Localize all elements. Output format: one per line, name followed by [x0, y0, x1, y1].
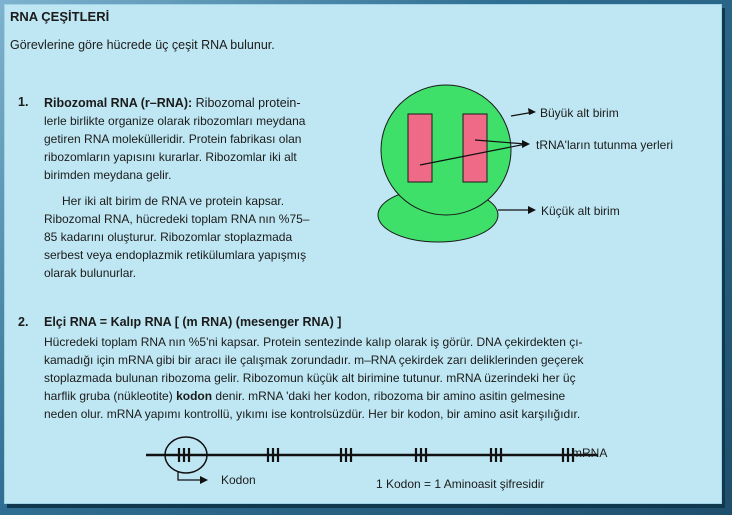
section1-line: 85 kadarını oluşturur. Ribozomlar stoplazmada — [44, 230, 293, 244]
label-trna-sites: tRNA'ların tutunma yerleri — [536, 138, 674, 152]
label-kodon: Kodon — [221, 473, 256, 487]
section2-line: kamadığı için mRNA gibi bir aracı ile çalışmak zorundadır. m–RNA çekirdek zarı deliklerinden geçerek — [44, 353, 584, 367]
section2-paragraph — [44, 333, 584, 423]
section1-line: lerle birlikte organize olarak ribozomları meydana — [44, 114, 306, 128]
section2-line: neden olur. mRNA yapımı kontrollü, yıkımı ise kontrolsüzdür. Her bir kodon, bir amino asit karşılığıdır. — [44, 407, 581, 421]
section1-line: serbest veya endoplazmik retikülumlara yapışmış — [44, 248, 307, 262]
section1-heading: Ribozomal RNA (r–RNA): — [44, 96, 193, 110]
trna-site-left — [408, 114, 432, 182]
section1-line1: Ribozomal protein- — [195, 96, 301, 110]
section1-line: olarak bulunurlar. — [44, 266, 137, 280]
label-large-subunit: Büyük alt birim — [540, 106, 619, 120]
section1-line: birimden meydana gelir. — [44, 168, 172, 182]
section2-heading: Elçi RNA = Kalıp RNA [ (m RNA) (mesenger RNA) ] — [44, 315, 342, 329]
large-subunit — [381, 85, 511, 215]
page-title: RNA ÇEŞİTLERİ — [10, 9, 110, 24]
arrowhead-icon — [528, 206, 536, 214]
section1-line: ribozomların yapısını kurarlar. Ribozomlar iki alt — [44, 150, 297, 164]
section2-number: 2. — [18, 315, 29, 329]
section1-line: Ribozomal RNA, hücredeki toplam RNA nın %75– — [44, 212, 310, 226]
arrowhead-icon — [522, 140, 530, 148]
label-mrna: mRNA — [572, 446, 608, 460]
section2-line-kodon — [44, 387, 584, 405]
kodon-line-pre: harflik gruba (nükleotite) — [44, 389, 173, 403]
label-codon-rule: 1 Kodon = 1 Aminoasit şifresidir — [376, 477, 545, 491]
section2-line: stoplazmada bulunan ribozoma gelir. Ribozomun küçük alt birimine tutunur. mRNA üzerindeki her üç — [44, 371, 576, 385]
trna-site-right — [463, 114, 487, 182]
intro-text: Görevlerine göre hücrede üç çeşit RNA bulunur. — [10, 38, 275, 52]
kodon-line-post: denir. mRNA 'daki her kodon, ribozoma bir amino asitin gelmesine — [215, 389, 566, 403]
section1-line: Her iki alt birim de RNA ve protein kapsar. — [62, 194, 285, 208]
label-small-subunit: Küçük alt birim — [541, 204, 620, 218]
section1-number: 1. — [18, 95, 29, 109]
arrowhead-icon — [200, 476, 208, 484]
section2-line: Hücredeki toplam RNA nın %5'ni kapsar. Protein sentezinde kalıp olarak iş görür. DNA çekirdekten çı- — [44, 335, 583, 349]
section1-line: getiren RNA molekülleridir. Protein fabrikası olan — [44, 132, 302, 146]
kodon-term: kodon — [176, 389, 213, 403]
arrowhead-icon — [528, 108, 536, 115]
